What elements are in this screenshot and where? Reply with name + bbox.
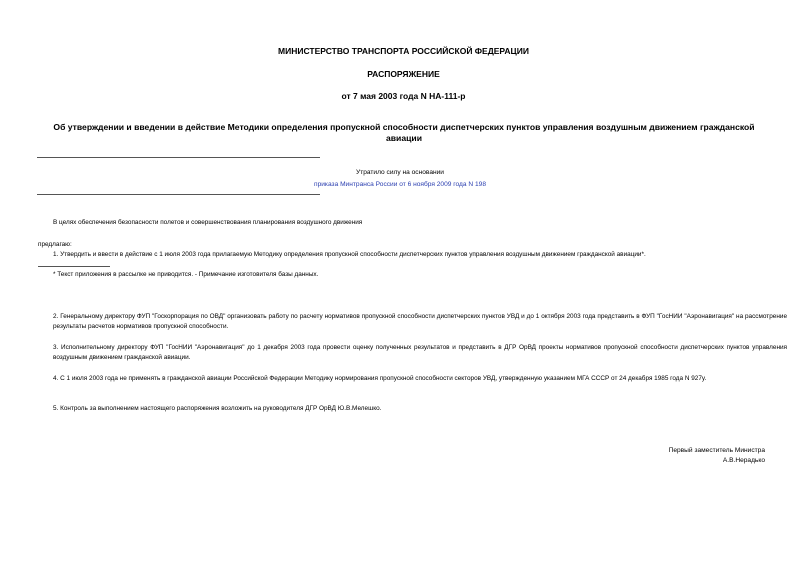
status-note: Утратило силу на основании	[356, 169, 444, 176]
intro-paragraph: В целях обеспечения безопасности полетов и совершенствования планирования воздушного движения	[53, 219, 363, 226]
ministry-heading: МИНИСТЕРСТВО ТРАНСПОРТА РОССИЙСКОЙ ФЕДЕРАЦИИ	[278, 46, 529, 56]
item-3: 3. Исполнительному директору ФУП "ГосНИИ "Аэронавигация" до 1 декабря 2003 года провести оценку полученных результатов и представить в ДГР ОрВД проекты нормативов пропускной способности диспетчерских пунктов управления воздушным движением гражданской авиации.	[53, 344, 787, 361]
status-link-row	[200, 181, 600, 188]
propose-text: предлагаю:	[38, 241, 72, 248]
repeal-order-link[interactable]: приказа Минтранса России от 6 ноября 2009 года N 198	[314, 181, 486, 188]
item-5: 5. Контроль за выполнением настоящего распоряжения возложить на руководителя ДГР ОрВД Ю.В.Мелешко.	[53, 405, 382, 412]
footnote: * Текст приложения в рассылке не приводится. - Примечание изготовителя базы данных.	[53, 271, 319, 278]
document-type: РАСПОРЯЖЕНИЕ	[367, 69, 440, 79]
item-4: 4. С 1 июля 2003 года не применять в гражданской авиации Российской Федерации Методику нормирования пропускной способности секторов УВД, утвержденную указанием МГА СССР от 24 декабря 1985 года N 927у.	[53, 375, 707, 382]
footnote-divider	[38, 266, 110, 267]
document-title: Об утверждении и введении в действие Методики определения пропускной способности диспетчерских пунктов управления воздушным движением гражданской авиации	[53, 122, 755, 143]
document-date-number: от 7 мая 2003 года N НА-111-р	[341, 91, 466, 101]
divider-top	[37, 157, 320, 158]
divider-bottom	[37, 194, 320, 195]
signatory-position: Первый заместитель Министра	[668, 447, 765, 454]
item-1: 1. Утвердить и ввести в действие с 1 июля 2003 года прилагаемую Методику определения пропускной способности диспетчерских пунктов управления воздушным движением гражданской авиации*.	[53, 251, 646, 258]
signatory-name: А.В.Нерадько	[722, 457, 765, 464]
item-2: 2. Генеральному директору ФУП "Госкорпорация по ОВД" организовать работу по расчету нормативов пропускной способности диспетчерских пунктов УВД и до 1 октября 2003 года представить в ФУП "ГосНИИ "Аэронавигация" на рассмотрение результаты расчетов нормативов пропускной способности.	[53, 313, 787, 330]
